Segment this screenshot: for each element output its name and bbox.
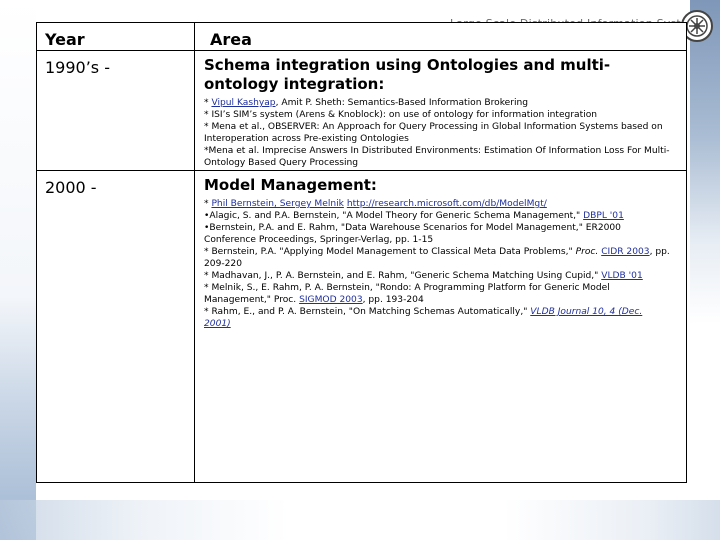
background-right-decoration [690, 0, 720, 540]
reference-item [204, 97, 671, 109]
reference-text: * Rahm, E., and P. A. Bernstein, "On Matching Schemas Automatically," [204, 307, 531, 317]
reference-list [196, 94, 685, 169]
reference-item [204, 210, 671, 222]
reference-text: , Amit P. Sheth: Semantics-Based Information Brokering [275, 98, 529, 108]
reference-text: * Madhavan, J., P. A. Bernstein, and E. Rahm, "Generic Schema Matching Using Cupid," [204, 271, 602, 281]
year-cell [37, 171, 195, 483]
background-bottom-decoration [0, 500, 720, 540]
reference-link[interactable]: DBPL '01 [583, 211, 624, 221]
year-value: 2000 - [45, 178, 97, 197]
area-cell [195, 171, 687, 483]
reference-link[interactable]: VLDB Journal 10, 4 (Dec. 2001) [204, 307, 643, 329]
year-cell [37, 51, 195, 171]
reference-text: * Melnik, S., E. Rahm, P. A. Bernstein, "Rondo: A Programming Platform for Generic Model Management," Proc. [204, 283, 610, 305]
reference-list [196, 195, 685, 330]
reference-item [204, 306, 671, 330]
table-row [37, 51, 687, 171]
reference-text: •Alagic, S. and P.A. Bernstein, "A Model Theory for Generic Schema Management," [204, 211, 584, 221]
header-cell-year [37, 23, 195, 51]
reference-text: * Bernstein, P.A. "Applying Model Management to Classical Meta Data Problems," [204, 247, 576, 257]
background-left-decoration [0, 0, 36, 540]
bullet: * [204, 98, 212, 108]
reference-item: •Bernstein, P.A. and E. Rahm, "Data Warehouse Scenarios for Model Management," ER2000 Conference Proceedings, Springer-Verlag, pp. 1-15 [204, 223, 621, 245]
column-header-year: Year [45, 30, 85, 49]
reference-link[interactable]: Vipul Kashyap [211, 98, 276, 108]
reference-item: * ISI’s SIM’s system (Arens & Knoblock): on use of ontology for information integration [204, 110, 598, 120]
area-title: Model Management: [204, 176, 377, 194]
reference-item [204, 270, 671, 282]
reference-link[interactable]: CIDR 2003 [601, 247, 650, 257]
reference-item [204, 246, 671, 270]
header-cell-area [195, 23, 687, 51]
bullet: * [204, 199, 212, 209]
reference-text: , pp. 193-204 [362, 295, 424, 305]
table-header-row [37, 23, 687, 51]
area-title: Schema integration using Ontologies and multi-ontology integration: [204, 56, 611, 93]
reference-item [204, 198, 671, 210]
reference-item [204, 282, 671, 306]
reference-link[interactable]: VLDB '01 [601, 271, 643, 281]
area-cell [195, 51, 687, 171]
reference-item: * Mena et al., OBSERVER: An Approach for Query Processing in Global Information Systems based on Interoperation across Pre-existing Ontologies [204, 122, 663, 144]
reference-link[interactable]: Phil Bernstein, Sergey Melnik [211, 199, 344, 209]
column-header-area: Area [210, 30, 252, 49]
reference-link[interactable]: SIGMOD 2003 [299, 295, 363, 305]
reference-url-link[interactable]: http://research.microsoft.com/db/ModelMgt/ [346, 199, 547, 209]
timeline-table [36, 22, 687, 483]
reference-text: , pp. 209-220 [204, 247, 670, 269]
reference-item: *Mena et al. Imprecise Answers In Distributed Environments: Estimation Of Information Loss For Multi-Ontology Based Query Processing [204, 146, 670, 168]
table-row [37, 171, 687, 483]
reference-italic: Proc. [575, 247, 602, 257]
year-value: 1990’s - [45, 58, 110, 77]
